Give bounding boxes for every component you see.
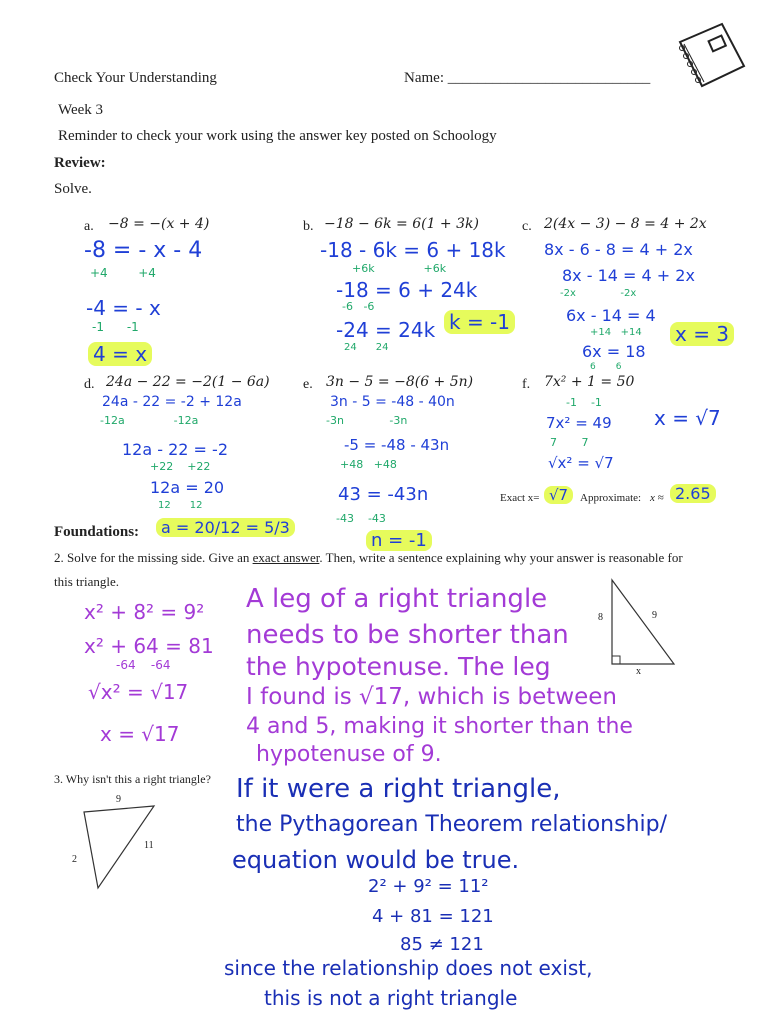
problem-letter: a. bbox=[84, 219, 94, 234]
work-line: 43 = -43n bbox=[338, 484, 429, 505]
problem-equation: 7x² + 1 = 50 bbox=[544, 374, 635, 390]
exact-value: √7 bbox=[544, 486, 573, 504]
triangle-label-top: 9 bbox=[116, 794, 121, 805]
work-line: 6x = 18 bbox=[582, 342, 646, 361]
triangle-label-right: 11 bbox=[144, 840, 154, 851]
q2-work-line: -64 -64 bbox=[116, 658, 171, 672]
work-line: -8 = - x - 4 bbox=[84, 238, 203, 263]
work-line: 24a - 22 = -2 + 12a bbox=[102, 394, 242, 410]
approx-value: 2.65 bbox=[670, 484, 716, 503]
question-2-text-b: . Then, write a sentence explaining why your answer is reasonable for bbox=[319, 550, 683, 565]
question-2-underline: exact answer bbox=[252, 550, 320, 565]
work-line: 7x² = 49 bbox=[546, 414, 612, 432]
q3-answer-line: the Pythagorean Theorem relationship/ bbox=[236, 812, 667, 837]
q3-answer-line: equation would be true. bbox=[232, 846, 520, 874]
q2-work-line: x² + 64 = 81 bbox=[84, 634, 214, 658]
problem-letter: c. bbox=[522, 219, 532, 234]
work-line: 3n - 5 = -48 - 40n bbox=[330, 394, 455, 410]
triangle-label-bottom: x bbox=[636, 666, 641, 677]
q3-work-line: 2² + 9² = 11² bbox=[368, 876, 489, 897]
answer-highlight: n = -1 bbox=[366, 530, 432, 551]
problem-equation: −8 = −(x + 4) bbox=[108, 216, 210, 232]
approx-symbol: x ≈ bbox=[650, 492, 664, 504]
week-label: Week 3 bbox=[58, 102, 104, 118]
work-line: 6 6 bbox=[590, 362, 622, 372]
exact-label: Exact x= bbox=[500, 492, 540, 504]
work-line: 12a - 22 = -2 bbox=[122, 440, 228, 459]
work-line: -43 -43 bbox=[336, 512, 386, 525]
answer-highlight: x = 3 bbox=[670, 322, 734, 346]
work-line: 6x - 14 = 4 bbox=[566, 306, 656, 325]
problem-letter: d. bbox=[84, 377, 95, 392]
review-heading: Review: bbox=[54, 155, 106, 171]
question-3-text: 3. Why isn't this a right triangle? bbox=[54, 772, 211, 786]
q2-sentence-line: needs to be shorter than bbox=[246, 620, 569, 650]
triangle-label-left: 8 bbox=[598, 612, 603, 623]
work-line: √x² = √7 bbox=[548, 454, 614, 472]
reminder-text: Reminder to check your work using the answer key posted on Schoology bbox=[58, 128, 497, 144]
problem-equation: 2(4x − 3) − 8 = 4 + 2x bbox=[544, 216, 707, 232]
page-title: Check Your Understanding bbox=[54, 70, 217, 86]
work-line: -18 - 6k = 6 + 18k bbox=[320, 238, 506, 262]
work-line: -12a -12a bbox=[100, 414, 199, 427]
q2-sentence-line: A leg of a right triangle bbox=[246, 584, 548, 614]
answer-highlight: 4 = x bbox=[88, 342, 152, 366]
work-line: +14 +14 bbox=[590, 327, 642, 338]
scalene-triangle-figure bbox=[64, 794, 174, 894]
work-line: 8x - 14 = 4 + 2x bbox=[562, 266, 695, 285]
work-line: 7 7 bbox=[550, 436, 589, 449]
notebook-icon bbox=[670, 20, 750, 92]
triangle-label-hyp: 9 bbox=[652, 610, 657, 621]
work-line: -18 = 6 + 24k bbox=[336, 278, 478, 302]
work-line: -1 -1 bbox=[566, 396, 602, 409]
q3-conclusion-line: this is not a right triangle bbox=[264, 986, 518, 1010]
work-line: +6k +6k bbox=[352, 262, 447, 275]
work-line: -24 = 24k bbox=[336, 318, 436, 342]
q2-sentence-line: hypotenuse of 9. bbox=[256, 742, 442, 767]
problem-letter: e. bbox=[303, 377, 313, 392]
work-line: 12a = 20 bbox=[150, 478, 225, 497]
work-line: -5 = -48 - 43n bbox=[344, 436, 450, 454]
work-line: 8x - 6 - 8 = 4 + 2x bbox=[544, 240, 693, 259]
work-line: +22 +22 bbox=[150, 460, 211, 473]
work-line: +48 +48 bbox=[340, 458, 397, 471]
foundations-heading: Foundations: bbox=[54, 524, 140, 540]
q3-work-line: 85 ≠ 121 bbox=[400, 934, 484, 955]
review-instruction: Solve. bbox=[54, 181, 92, 197]
q2-sentence-line: the hypotenuse. The leg bbox=[246, 652, 551, 681]
work-line: 24 24 bbox=[344, 342, 389, 353]
answer-highlight: a = 20/12 = 5/3 bbox=[156, 518, 295, 537]
q2-work-line: x² + 8² = 9² bbox=[84, 600, 205, 624]
question-2-text bbox=[54, 550, 683, 566]
problem-equation: 3n − 5 = −8(6 + 5n) bbox=[326, 374, 474, 390]
work-line: x = √7 bbox=[654, 406, 721, 430]
triangle-label-left: 2 bbox=[72, 854, 77, 865]
question-2-text-a: 2. Solve for the missing side. Give an bbox=[54, 550, 253, 565]
question-2-text-c: this triangle. bbox=[54, 574, 119, 589]
q2-sentence-line: 4 and 5, making it shorter than the bbox=[246, 714, 633, 739]
work-line: +4 +4 bbox=[90, 266, 156, 280]
work-line: -1 -1 bbox=[92, 320, 139, 334]
work-line: -3n -3n bbox=[326, 414, 408, 427]
right-triangle-figure bbox=[596, 576, 686, 680]
q3-answer-line: If it were a right triangle, bbox=[236, 774, 561, 804]
work-line: -2x -2x bbox=[560, 288, 637, 299]
work-line: 12 12 bbox=[158, 500, 203, 511]
approx-label: Approximate: bbox=[580, 492, 642, 504]
problem-equation: −18 − 6k = 6(1 + 3k) bbox=[324, 216, 479, 232]
answer-highlight: k = -1 bbox=[444, 310, 515, 334]
q2-sentence-line: I found is √17, which is between bbox=[246, 684, 618, 710]
work-line: -6 -6 bbox=[342, 300, 375, 313]
work-line: -4 = - x bbox=[86, 296, 161, 320]
q2-work-line: √x² = √17 bbox=[88, 680, 189, 704]
problem-equation: 24a − 22 = −2(1 − 6a) bbox=[106, 374, 270, 390]
q3-conclusion-line: since the relationship does not exist, bbox=[224, 956, 593, 980]
problem-letter: b. bbox=[303, 219, 314, 234]
q2-work-line: x = √17 bbox=[100, 722, 180, 746]
q3-work-line: 4 + 81 = 121 bbox=[372, 906, 494, 927]
problem-letter: f. bbox=[522, 377, 531, 392]
name-field[interactable]: Name: ___________________________ bbox=[404, 70, 651, 86]
